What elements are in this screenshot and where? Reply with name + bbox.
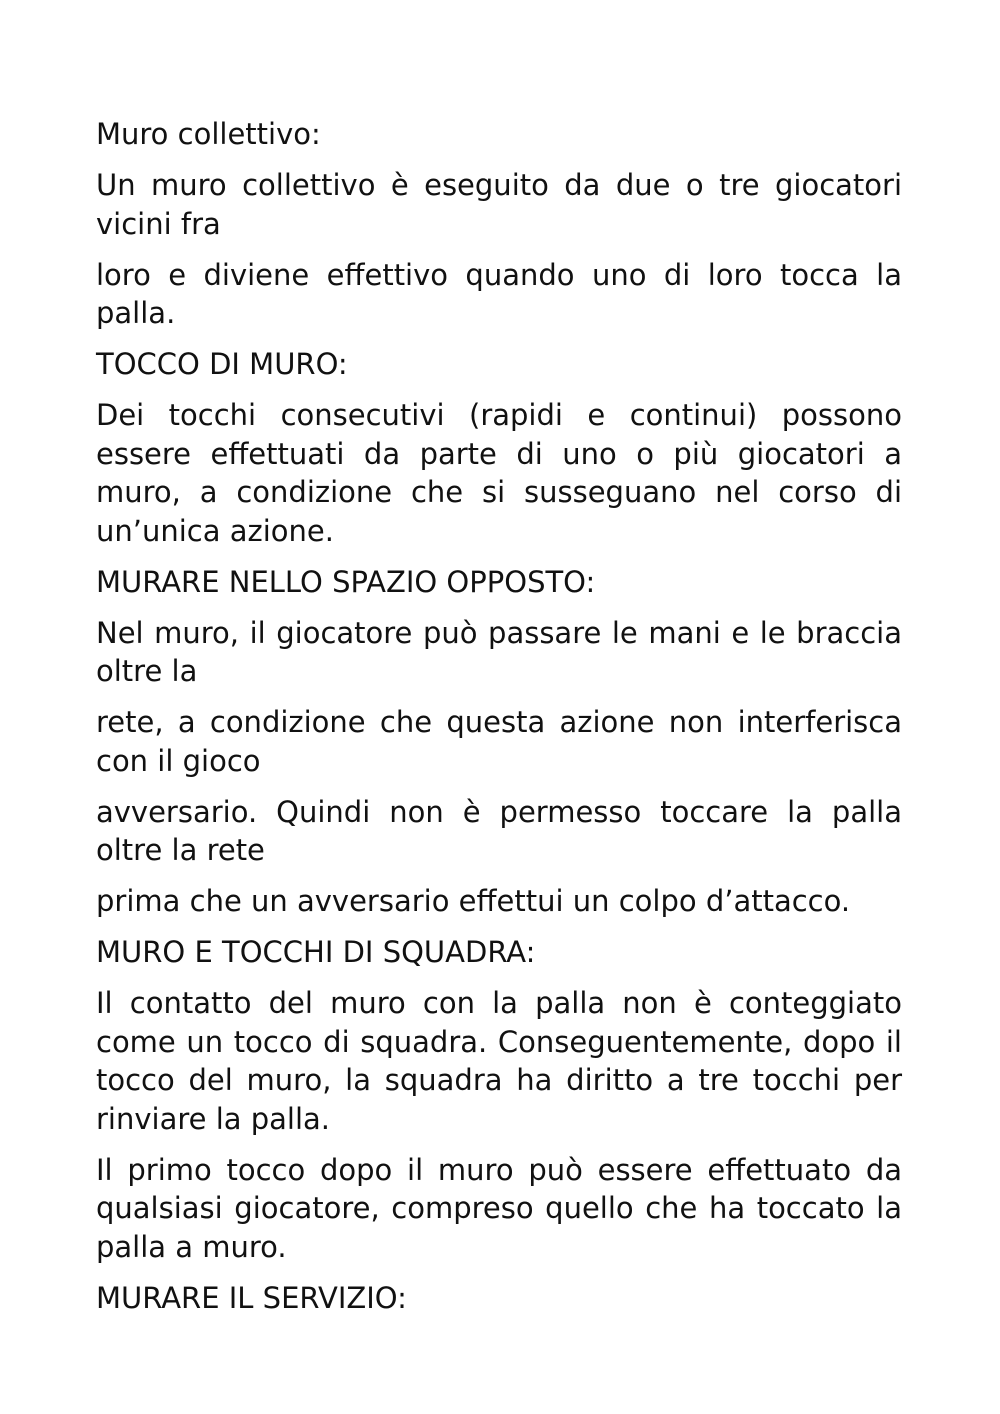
body-paragraph: Il contatto del muro con la palla non è conteggiato come un tocco di squadra. Conseguentemente, dopo il tocco del muro, la squadra ha diritto a tre tocchi per rinviare la palla. — [96, 986, 902, 1136]
body-paragraph: prima che un avversario effettui un colpo d’attacco. — [96, 884, 851, 918]
body-paragraph: rete, a condizione che questa azione non interferisca con il gioco — [96, 705, 902, 778]
section-heading: MURO E TOCCHI DI SQUADRA: — [96, 935, 536, 969]
body-paragraph: loro e diviene effettivo quando uno di loro tocca la palla. — [96, 257, 902, 330]
body-paragraph: Dei tocchi consecutivi (rapidi e continui) possono essere effettuati da parte di uno o più giocatori a muro, a condizione che si susseguano nel corso di un’unica azione. — [96, 398, 902, 548]
body-paragraph: Un muro collettivo è eseguito da due o tre giocatori vicini fra — [96, 168, 902, 241]
body-paragraph: Il primo tocco dopo il muro può essere effettuato da qualsiasi giocatore, compreso quello che ha toccato la palla a muro. — [96, 1152, 902, 1264]
body-paragraph: Nel muro, il giocatore può passare le mani e le braccia oltre la — [96, 615, 902, 688]
section-heading: TOCCO DI MURO: — [96, 347, 348, 381]
section-heading: MURARE NELLO SPAZIO OPPOSTO: — [96, 564, 596, 599]
document-page — [96, 115, 902, 1330]
section-heading: Muro collettivo: — [96, 117, 321, 151]
section-heading: MURARE IL SERVIZIO: — [96, 1280, 407, 1315]
body-paragraph: avversario. Quindi non è permesso toccare la palla oltre la rete — [96, 794, 902, 867]
